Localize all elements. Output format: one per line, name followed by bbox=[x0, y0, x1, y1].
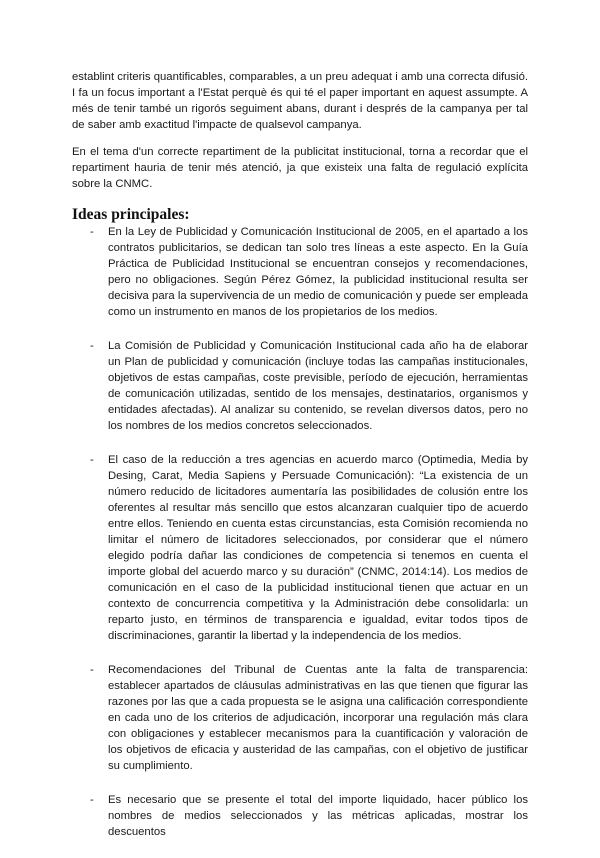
bullet-dash: - bbox=[90, 794, 94, 806]
list-item-text: El caso de la reducción a tres agencias en acuerdo marco (Optimedia, Media by Desing, Carat, Media Sapiens y Persuade Comunicación): “La existencia de un número reducido de licitadores aumentaría las posibilidades de colusión entre los oferentes al resultar más sencillo que estos alcanzaran cualquier tipo de acuerdo entre ellos. Teniendo en cuenta estas circunstancias, esta Comisión recomienda no limitar el número de licitadores seleccionados, por considerar que el número elegido podría dañar las condiciones de competencia si tenemos en cuenta el importe global del acuerdo marco y su duración” (CNMC, 2014:14). Los medios de comunicación en el caso de la publicidad institucional tienen que actuar en un contexto de concurrencia competitiva y la Administración debe consolidarla: un reparto justo, en términos de transparencia e igualdad, evitar todos tipos de discriminaciones, garantir la libertad y la independencia de los medios. bbox=[108, 454, 528, 642]
bullet-dash: - bbox=[90, 226, 94, 238]
list-item-text: La Comisión de Publicidad y Comunicación Institucional cada año ha de elaborar un Plan de publicidad y comunicación (incluye todas las campañas institucionales, objetivos de estas campañas, coste previsible, período de ejecución, herramientas de comunicación utilizadas, sentido de los mensajes, destinatarios, organismos y entidades afectadas). Al analizar su contenido, se revelan diversos datos, pero no los nombres de los medios concretos seleccionados. bbox=[108, 340, 528, 432]
intro-paragraph-2: En el tema d'un correcte repartiment de la publicitat institucional, torna a recordar que el repartiment hauria de tenir més atenció, ja que existeix una falta de regulació explícita sobre la CNMC. bbox=[72, 146, 528, 190]
bullet-dash: - bbox=[90, 664, 94, 676]
list-item-text: Recomendaciones del Tribunal de Cuentas ante la falta de transparencia: establecer apartados de cláusulas administrativas en las que tienen que figurar las razones por las que a cada propuesta se le asigna una calificación correspondiente en cada uno de los criterios de adjudicación, incorporar una regulación más clara con obligaciones y establecer mecanismos para la cuantificación y valoración de los objetivos de eficacia y austeridad de las campañas, con el objetivo de justificar su cumplimiento. bbox=[108, 664, 528, 772]
intro-paragraph-1: establint criteris quantificables, comparables, a un preu adequat i amb una correcta difusió. I fa un focus important a l'Estat perquè és qui té el paper important en aquest assumpte. A més de tenir també un rigorós seguiment abans, durant i després de la campanya per tal de saber amb exactitud l'impacte de qualsevol campanya. bbox=[72, 71, 528, 131]
section-title: Ideas principales: bbox=[72, 206, 190, 223]
list-item bbox=[72, 224, 528, 320]
list-item-text: Es necesario que se presente el total del importe liquidado, hacer público los nombres de medios seleccionados y las métricas aplicadas, mostrar los descuentos bbox=[108, 794, 528, 838]
list-item bbox=[72, 662, 528, 774]
list-item bbox=[72, 452, 528, 644]
list-item-text: En la Ley de Publicidad y Comunicación Institucional de 2005, en el apartado a los contratos publicitarios, se dedican tan solo tres líneas a este aspecto. En la Guía Práctica de Publicidad Institucional se encuentran consejos y recomendaciones, pero no obligaciones. Según Pérez Gómez, la publicidad institucional resulta ser decisiva para la supervivencia de un medio de comunicación y puede ser empleada como un instrumento en manos de los propietarios de los medios. bbox=[108, 226, 528, 318]
list-item bbox=[72, 792, 528, 840]
ideas-list bbox=[72, 224, 528, 858]
bullet-dash: - bbox=[90, 340, 94, 352]
bullet-dash: - bbox=[90, 454, 94, 466]
list-item bbox=[72, 338, 528, 434]
